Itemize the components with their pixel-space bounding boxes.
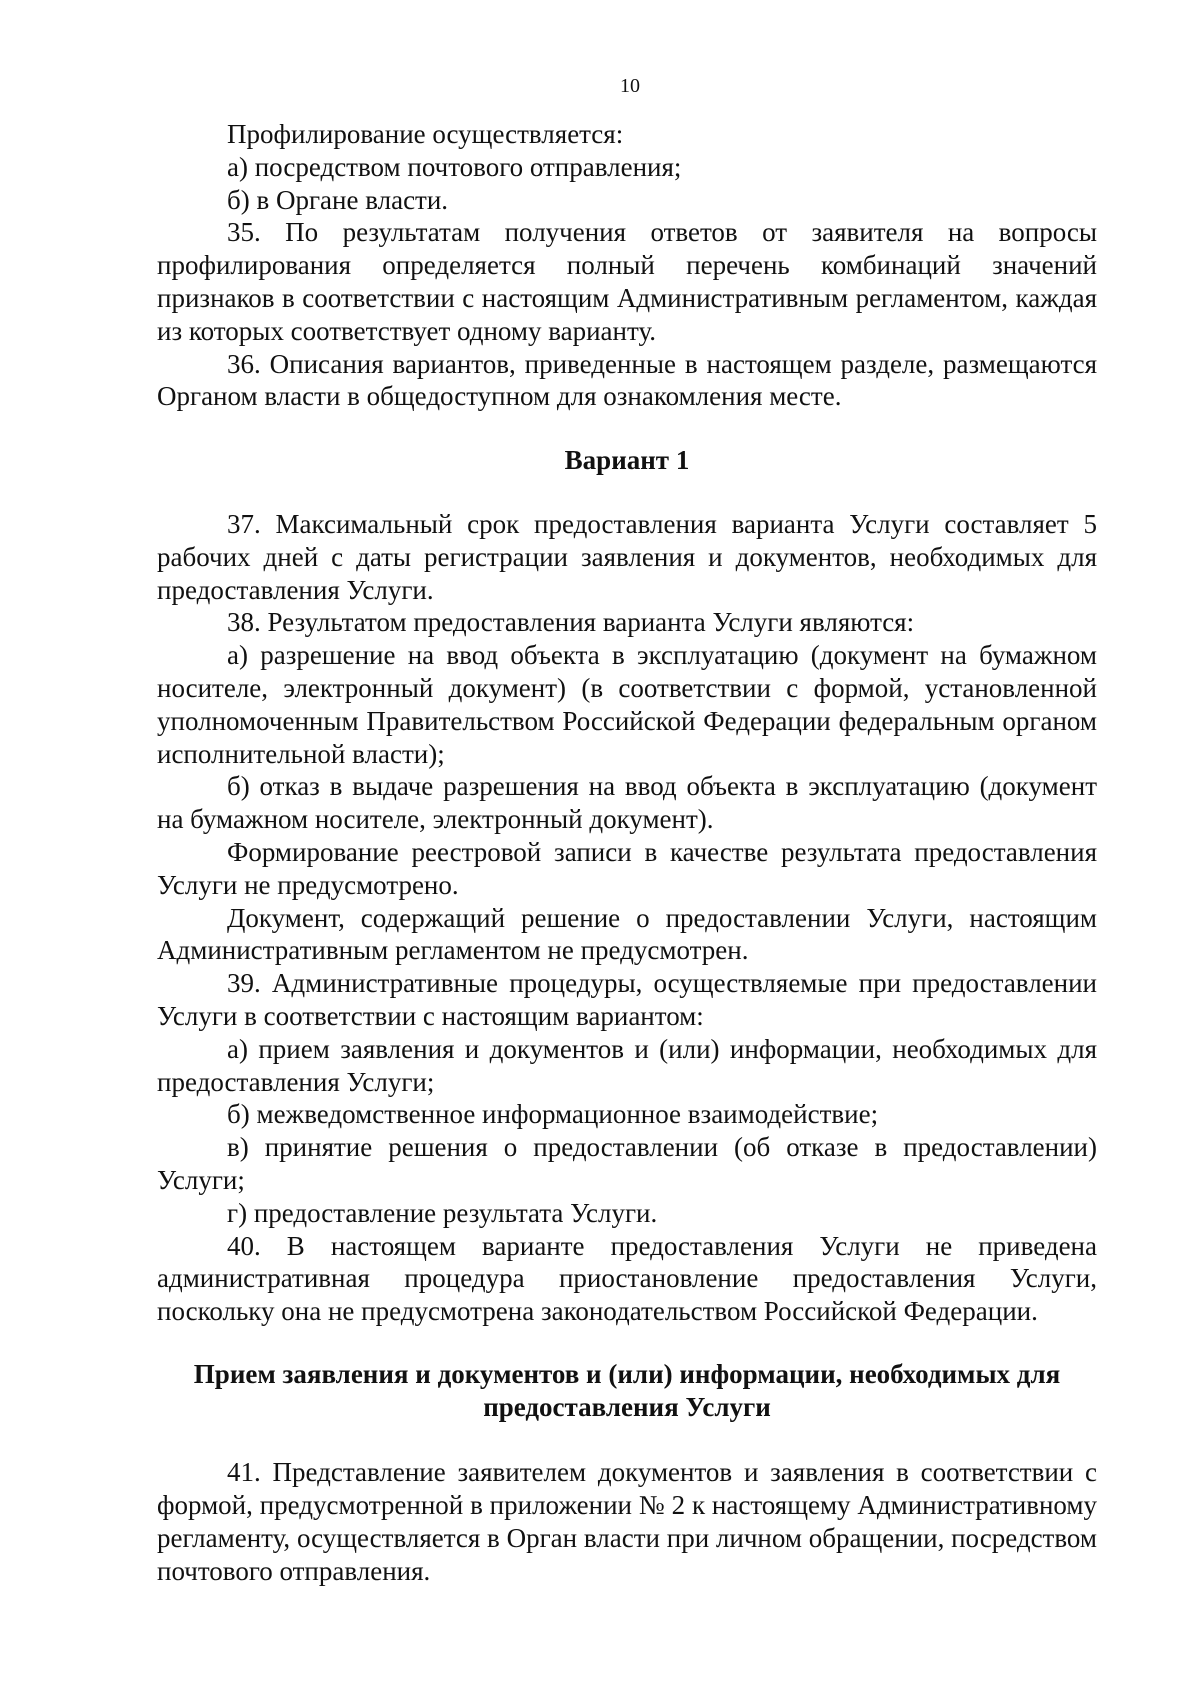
document-body <box>157 118 1097 1588</box>
paragraph-profiling-b: б) в Органе власти. <box>227 184 449 215</box>
paragraph-40: 40. В настоящем варианте предоставления Услуги не приведена административная процедура приостановление предоставления Услуги, поскольку она не предусмотрена законодательством Российской Федерации. <box>157 1230 1097 1327</box>
paragraph-decision-document: Документ, содержащий решение о предоставлении Услуги, настоящим Административным регламентом не предусмотрен. <box>157 902 1097 966</box>
paragraph-profiling-intro: Профилирование осуществляется: <box>227 119 624 149</box>
paragraph-37: 37. Максимальный срок предоставления варианта Услуги составляет 5 рабочих дней с даты регистрации заявления и документов, необходимых для предоставления Услуги. <box>157 508 1097 605</box>
paragraph-38: 38. Результатом предоставления варианта Услуги являются: <box>227 607 915 638</box>
page-number: 10 <box>620 75 640 97</box>
paragraph-36: 36. Описания вариантов, приведенные в настоящем разделе, размещаются Органом власти в общедоступном для ознакомления месте. <box>157 348 1097 412</box>
paragraph-39: 39. Административные процедуры, осуществляемые при предоставлении Услуги в соответствии с настоящим вариантом: <box>157 968 1097 1031</box>
paragraph-39-b: б) межведомственное информационное взаимодействие; <box>227 1099 879 1130</box>
section-heading-variant-1: Вариант 1 <box>564 445 690 476</box>
paragraph-profiling-a: а) посредством почтового отправления; <box>227 151 682 182</box>
paragraph-38-a: а) разрешение на ввод объекта в эксплуатацию (документ на бумажном носителе, электронный документ) (в соответствии с формой, установленной уполномоченным Правительством Российской Федерации федеральным органом исполнительной власти); <box>157 640 1097 769</box>
paragraph-41: 41. Представление заявителем документов и заявления в соответствии с формой, предусмотренной в приложении № 2 к настоящему Административному регламенту, осуществляется в Орган власти при личном обращении, посредством почтового отправления. <box>157 1457 1097 1586</box>
paragraph-39-a: а) прием заявления и документов и (или) информации, необходимых для предоставления Услуги; <box>157 1033 1097 1097</box>
paragraph-39-c: в) принятие решения о предоставлении (об отказе в предоставлении) Услуги; <box>157 1132 1097 1195</box>
section-heading-reception: Прием заявления и документов и (или) информации, необходимых для предоставления Услуги <box>193 1358 1061 1422</box>
paragraph-registry-record: Формирование реестровой записи в качестве результата предоставления Услуги не предусмотрено. <box>157 836 1097 900</box>
paragraph-35: 35. По результатам получения ответов от заявителя на вопросы профилирования определяется полный перечень комбинаций значений признаков в соответствии с настоящим Административным регламентом, каждая из которых соответствует одному варианту. <box>157 217 1097 346</box>
paragraph-39-d: г) предоставление результата Услуги. <box>227 1197 658 1228</box>
paragraph-38-b: б) отказ в выдаче разрешения на ввод объекта в эксплуатацию (документ на бумажном носителе, электронный документ). <box>157 771 1097 835</box>
